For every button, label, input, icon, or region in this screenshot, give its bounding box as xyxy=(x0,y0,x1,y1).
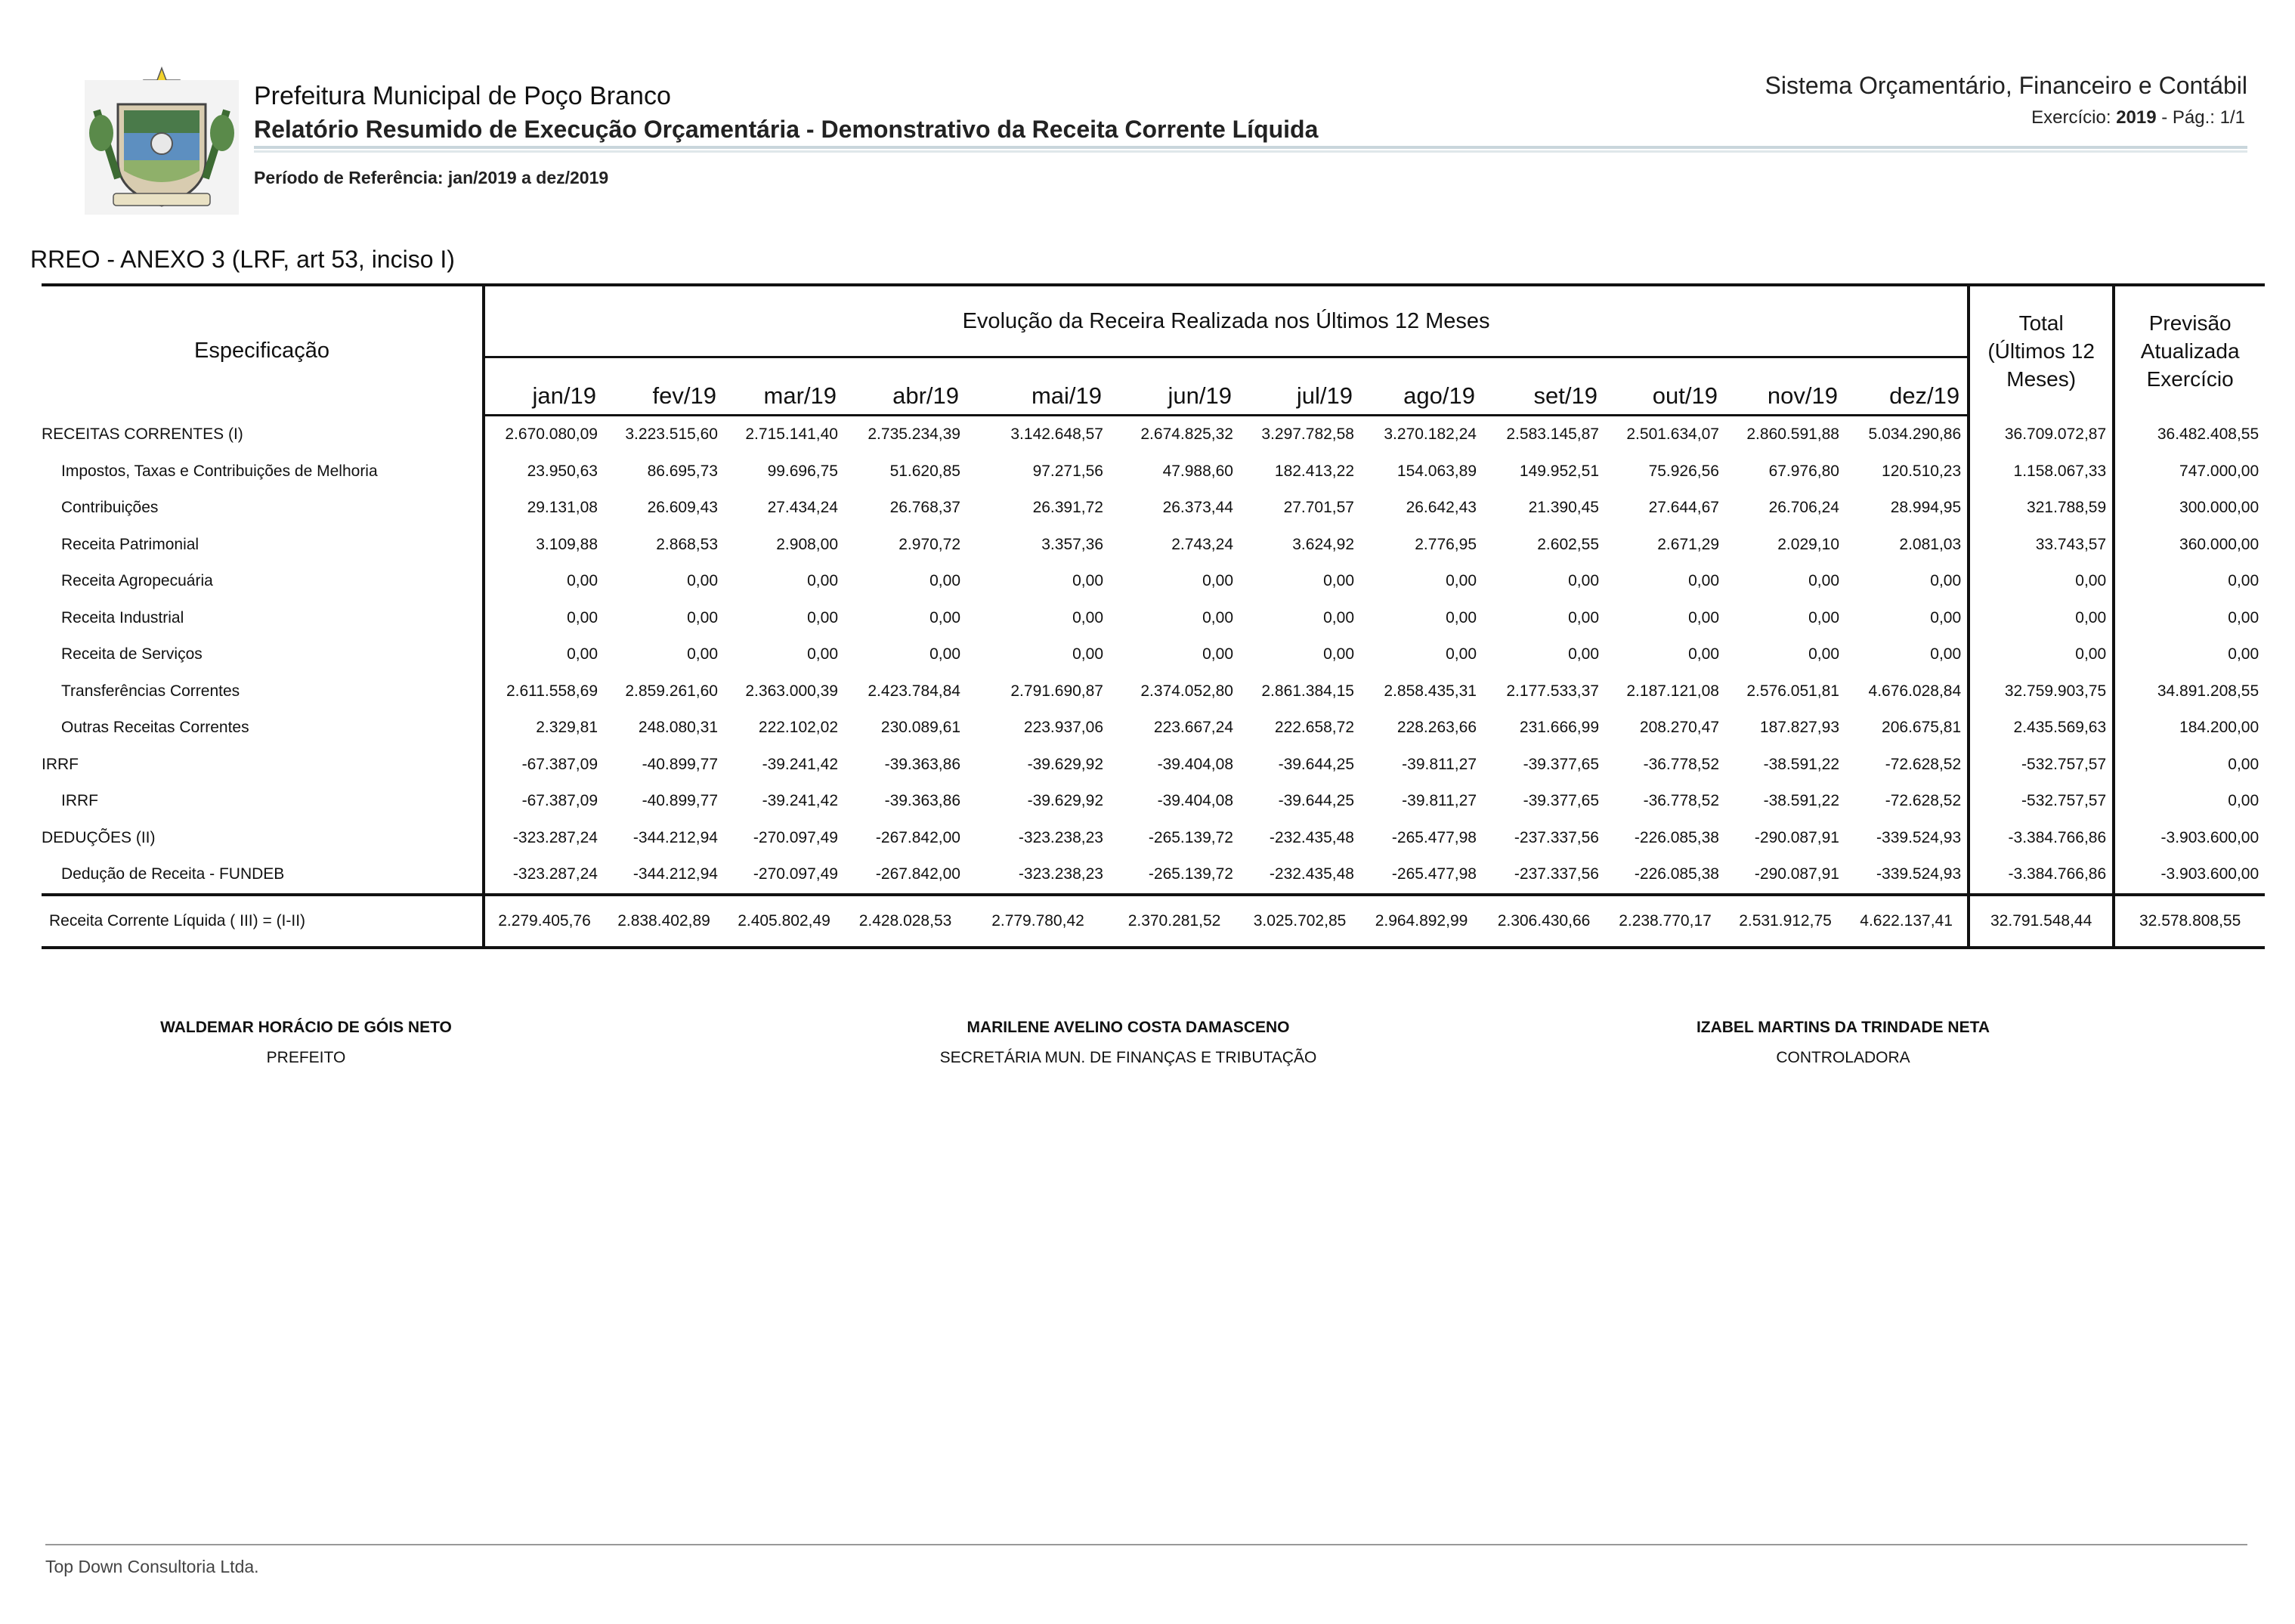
month-value-cell: 75.926,56 xyxy=(1648,462,1719,480)
total-header xyxy=(1969,285,2114,416)
row-label: DEDUÇÕES (II) xyxy=(42,828,156,846)
table-row xyxy=(42,747,2265,784)
month-value-cell: -72.628,52 xyxy=(1885,792,1962,810)
forecast-cell: 0,00 xyxy=(2114,747,2265,784)
month-value-cell: 27.701,57 xyxy=(1283,499,1354,517)
footer-rule xyxy=(45,1544,2247,1545)
month-value-cell: -39.404,08 xyxy=(1157,755,1233,773)
month-value-cell: 149.952,51 xyxy=(1519,462,1599,480)
reference-period: Período de Referência: jan/2019 a dez/2019 xyxy=(254,168,609,187)
month-value-cell: -39.363,86 xyxy=(884,755,960,773)
forecast-cell: 32.578.808,55 xyxy=(2114,895,2265,948)
month-value-cell: 2.306.430,66 xyxy=(1483,895,1605,948)
month-value-cell: 0,00 xyxy=(929,645,960,664)
month-value-cell: 23.950,63 xyxy=(484,453,604,490)
month-value-cell: 2.861.384,15 xyxy=(1261,682,1354,700)
table-row xyxy=(42,490,2265,527)
month-value-cell: -39.644,25 xyxy=(1278,792,1354,810)
total-header-line: Total xyxy=(2018,311,2064,335)
month-value-cell: -39.377,65 xyxy=(1523,755,1599,773)
forecast-cell: 36.482.408,55 xyxy=(2114,416,2265,453)
month-value-cell: -67.387,09 xyxy=(484,783,604,820)
month-value-cell: 2.860.591,88 xyxy=(1746,425,1839,444)
month-value-cell: 2.859.261,60 xyxy=(625,682,718,700)
month-value-cell: 0,00 xyxy=(1568,608,1599,626)
month-value-cell: 154.063,89 xyxy=(1396,462,1477,480)
month-value-cell: -344.212,94 xyxy=(633,865,718,883)
month-value-cell: -36.778,52 xyxy=(1643,755,1719,773)
page-number: - Pág.: 1/1 xyxy=(2161,107,2245,128)
month-header: set/19 xyxy=(1483,357,1605,416)
month-value-cell: 26.706,24 xyxy=(1768,499,1839,517)
month-value-cell: 0,00 xyxy=(929,608,960,626)
table-row xyxy=(42,820,2265,857)
total-cell: -3.384.766,86 xyxy=(1969,820,2114,857)
forecast-cell: 300.000,00 xyxy=(2114,490,2265,527)
forecast-cell: 0,00 xyxy=(2114,600,2265,637)
month-value-cell: 0,00 xyxy=(1072,645,1103,664)
spec-header: Especificação xyxy=(42,285,484,416)
month-value-cell: 2.405.802,49 xyxy=(724,895,844,948)
total-cell: 321.788,59 xyxy=(1969,490,2114,527)
month-value-cell: 223.667,24 xyxy=(1153,719,1233,737)
report-title: Relatório Resumido de Execução Orçamentária - Demonstrativo da Receita Corrente Líquida xyxy=(254,116,1319,143)
month-value-cell: 0,00 xyxy=(1930,572,1962,590)
table-row xyxy=(42,710,2265,747)
row-label: RECEITAS CORRENTES (I) xyxy=(42,425,243,443)
month-value-cell: -237.337,56 xyxy=(1514,865,1599,883)
month-value-cell: 0,00 xyxy=(807,608,838,626)
signature-block-controller xyxy=(1579,1019,2108,1067)
table-row xyxy=(42,856,2265,895)
month-value-cell: 97.271,56 xyxy=(1032,462,1103,480)
month-value-cell: 0,00 xyxy=(1688,572,1719,590)
month-value-cell: -270.097,49 xyxy=(753,828,838,846)
row-label: IRRF xyxy=(61,792,98,810)
month-value-cell: -39.629,92 xyxy=(1027,792,1103,810)
month-value-cell: 248.080,31 xyxy=(638,719,718,737)
table-body xyxy=(42,416,2265,948)
header-rule-secondary xyxy=(254,150,2247,153)
month-value-cell: 2.370.281,52 xyxy=(1109,895,1239,948)
month-value-cell: 2.964.892,99 xyxy=(1360,895,1483,948)
month-value-cell: 2.715.141,40 xyxy=(745,425,838,444)
month-value-cell: 0,00 xyxy=(484,600,604,637)
forecast-cell: 0,00 xyxy=(2114,636,2265,673)
month-value-cell: 0,00 xyxy=(1446,645,1477,664)
month-value-cell: 29.131,08 xyxy=(484,490,604,527)
total-cell: -532.757,57 xyxy=(1969,747,2114,784)
month-value-cell: 3.025.702,85 xyxy=(1239,895,1360,948)
month-value-cell: -39.363,86 xyxy=(884,792,960,810)
month-value-cell: 0,00 xyxy=(1568,572,1599,590)
total-cell: 32.791.548,44 xyxy=(1969,895,2114,948)
month-value-cell: 230.089,61 xyxy=(880,719,960,737)
month-value-cell: 26.391,72 xyxy=(1032,499,1103,517)
month-value-cell: 3.297.782,58 xyxy=(1261,425,1354,444)
month-value-cell: 2.501.634,07 xyxy=(1626,425,1719,444)
month-value-cell: 5.034.290,86 xyxy=(1868,425,1962,444)
month-value-cell: 0,00 xyxy=(807,645,838,664)
month-value-cell: 0,00 xyxy=(929,572,960,590)
month-value-cell: -323.287,24 xyxy=(484,856,604,895)
month-value-cell: -226.085,38 xyxy=(1634,865,1719,883)
month-header: abr/19 xyxy=(844,357,967,416)
month-value-cell: -39.811,27 xyxy=(1402,755,1477,773)
month-value-cell: 2.029,10 xyxy=(1777,535,1839,553)
month-value-cell: 0,00 xyxy=(1808,645,1839,664)
month-value-cell: -67.387,09 xyxy=(484,747,604,784)
forecast-header-line: Exercício xyxy=(2146,367,2234,391)
forecast-cell: -3.903.600,00 xyxy=(2114,856,2265,895)
month-value-cell: -344.212,94 xyxy=(633,828,718,846)
month-value-cell: -265.139,72 xyxy=(1148,865,1233,883)
month-value-cell: -39.404,08 xyxy=(1157,792,1233,810)
forecast-header-line: Atualizada xyxy=(2140,339,2240,363)
month-value-cell: -36.778,52 xyxy=(1643,792,1719,810)
forecast-cell: 747.000,00 xyxy=(2114,453,2265,490)
month-value-cell: 2.187.121,08 xyxy=(1626,682,1719,700)
forecast-cell: -3.903.600,00 xyxy=(2114,820,2265,857)
month-value-cell: -265.139,72 xyxy=(1148,828,1233,846)
month-value-cell: 120.510,23 xyxy=(1882,462,1962,480)
month-value-cell: -265.477,98 xyxy=(1391,828,1477,846)
month-value-cell: 4.622.137,41 xyxy=(1845,895,1969,948)
annex-title: RREO - ANEXO 3 (LRF, art 53, inciso I) xyxy=(30,246,455,273)
month-value-cell: 2.838.402,89 xyxy=(604,895,724,948)
month-value-cell: -39.241,42 xyxy=(762,792,838,810)
month-value-cell: 2.576.051,81 xyxy=(1746,682,1839,700)
month-value-cell: 2.970,72 xyxy=(899,535,960,553)
evolution-header: Evolução da Receira Realizada nos Últimos 12 Meses xyxy=(484,285,1969,357)
month-value-cell: 51.620,85 xyxy=(889,462,960,480)
row-label: Receita Patrimonial xyxy=(61,535,199,553)
total-cell: 2.435.569,63 xyxy=(1969,710,2114,747)
month-value-cell: 3.109,88 xyxy=(484,527,604,564)
month-value-cell: 222.658,72 xyxy=(1274,719,1354,737)
signatory-name: IZABEL MARTINS DA TRINDADE NETA xyxy=(1696,1019,1990,1036)
month-value-cell: 0,00 xyxy=(1808,608,1839,626)
month-value-cell: -39.629,92 xyxy=(1027,755,1103,773)
total-cell: 0,00 xyxy=(1969,600,2114,637)
month-value-cell: 0,00 xyxy=(1930,645,1962,664)
month-value-cell: 0,00 xyxy=(1808,572,1839,590)
month-header: mai/19 xyxy=(967,357,1109,416)
month-value-cell: -38.591,22 xyxy=(1763,755,1839,773)
month-value-cell: 0,00 xyxy=(1323,572,1354,590)
month-value-cell: -38.591,22 xyxy=(1763,792,1839,810)
signatory-name: MARILENE AVELINO COSTA DAMASCENO xyxy=(967,1019,1290,1036)
forecast-cell: 0,00 xyxy=(2114,783,2265,820)
table-row xyxy=(42,563,2265,600)
month-value-cell: -39.644,25 xyxy=(1278,755,1354,773)
total-row xyxy=(42,895,2265,948)
total-cell: 33.743,57 xyxy=(1969,527,2114,564)
month-value-cell: -265.477,98 xyxy=(1391,865,1477,883)
month-value-cell: 2.329,81 xyxy=(484,710,604,747)
signatory-name: WALDEMAR HORÁCIO DE GÓIS NETO xyxy=(160,1019,452,1036)
month-value-cell: -339.524,93 xyxy=(1876,828,1962,846)
month-value-cell: 0,00 xyxy=(687,645,718,664)
exercise-year: 2019 xyxy=(2116,107,2157,128)
month-value-cell: 231.666,99 xyxy=(1519,719,1599,737)
month-value-cell: -290.087,91 xyxy=(1754,828,1839,846)
month-value-cell: -232.435,48 xyxy=(1269,828,1354,846)
month-value-cell: 2.177.533,37 xyxy=(1506,682,1599,700)
month-value-cell: -237.337,56 xyxy=(1514,828,1599,846)
month-value-cell: 2.081,03 xyxy=(1899,535,1962,553)
month-header: fev/19 xyxy=(604,357,724,416)
month-value-cell: -226.085,38 xyxy=(1634,828,1719,846)
month-value-cell: 0,00 xyxy=(484,563,604,600)
table-row xyxy=(42,636,2265,673)
signature-block-mayor xyxy=(42,1019,571,1067)
organization-name: Prefeitura Municipal de Poço Branco xyxy=(254,82,671,110)
row-label: IRRF xyxy=(42,755,79,773)
total-cell: 0,00 xyxy=(1969,563,2114,600)
month-value-cell: -339.524,93 xyxy=(1876,865,1962,883)
month-value-cell: 0,00 xyxy=(1202,572,1233,590)
month-value-cell: -290.087,91 xyxy=(1754,865,1839,883)
month-value-cell: -323.238,23 xyxy=(1018,865,1103,883)
forecast-cell: 184.200,00 xyxy=(2114,710,2265,747)
month-value-cell: 208.270,47 xyxy=(1639,719,1719,737)
table-row xyxy=(42,600,2265,637)
row-label: Impostos, Taxas e Contribuições de Melhoria xyxy=(61,462,378,480)
month-value-cell: 0,00 xyxy=(1930,608,1962,626)
row-label: Receita Corrente Líquida ( III) = (I-II) xyxy=(42,895,484,948)
month-value-cell: -40.899,77 xyxy=(642,755,718,773)
month-header: out/19 xyxy=(1605,357,1725,416)
month-value-cell: 2.611.558,69 xyxy=(484,673,604,710)
month-header: jan/19 xyxy=(484,357,604,416)
month-value-cell: -232.435,48 xyxy=(1269,865,1354,883)
month-value-cell: 206.675,81 xyxy=(1882,719,1962,737)
month-value-cell: 2.531.912,75 xyxy=(1725,895,1845,948)
row-label: Dedução de Receita - FUNDEB xyxy=(61,865,285,883)
month-value-cell: 2.374.052,80 xyxy=(1140,682,1233,700)
exercise-label: Exercício: xyxy=(2031,107,2111,128)
month-value-cell: -72.628,52 xyxy=(1885,755,1962,773)
month-value-cell: 2.858.435,31 xyxy=(1384,682,1477,700)
month-value-cell: 2.238.770,17 xyxy=(1605,895,1725,948)
signatory-role: PREFEITO xyxy=(266,1049,346,1066)
month-value-cell: 0,00 xyxy=(687,608,718,626)
month-value-cell: 2.868,53 xyxy=(656,535,718,553)
month-value-cell: 0,00 xyxy=(1568,645,1599,664)
total-cell: 36.709.072,87 xyxy=(1969,416,2114,453)
footer-text: Top Down Consultoria Ltda. xyxy=(45,1557,259,1576)
month-value-cell: 4.676.028,84 xyxy=(1868,682,1962,700)
table-row xyxy=(42,783,2265,820)
system-name: Sistema Orçamentário, Financeiro e Contábil xyxy=(1765,72,2247,99)
row-label: Receita Agropecuária xyxy=(61,572,213,590)
total-cell: 1.158.067,33 xyxy=(1969,453,2114,490)
table-row xyxy=(42,673,2265,710)
month-value-cell: 0,00 xyxy=(1446,608,1477,626)
month-value-cell: 26.609,43 xyxy=(647,499,718,517)
month-value-cell: 2.735.234,39 xyxy=(868,425,960,444)
month-value-cell: 2.779.780,42 xyxy=(967,895,1109,948)
month-value-cell: 0,00 xyxy=(1202,645,1233,664)
table-row xyxy=(42,527,2265,564)
month-value-cell: 3.357,36 xyxy=(1041,535,1103,553)
month-value-cell: -40.899,77 xyxy=(642,792,718,810)
month-value-cell: -39.241,42 xyxy=(762,755,838,773)
month-value-cell: -323.238,23 xyxy=(1018,828,1103,846)
total-header-line: (Últimos 12 xyxy=(1987,339,2095,363)
month-value-cell: 2.791.690,87 xyxy=(1010,682,1103,700)
month-value-cell: 0,00 xyxy=(484,636,604,673)
month-value-cell: 26.373,44 xyxy=(1162,499,1233,517)
month-value-cell: 187.827,93 xyxy=(1759,719,1839,737)
total-cell: -3.384.766,86 xyxy=(1969,856,2114,895)
signature-block-finance-secretary xyxy=(864,1019,1393,1067)
month-header: dez/19 xyxy=(1845,357,1969,416)
month-value-cell: -267.842,00 xyxy=(875,828,960,846)
month-value-cell: 86.695,73 xyxy=(647,462,718,480)
month-value-cell: 27.434,24 xyxy=(767,499,838,517)
row-label: Receita Industrial xyxy=(61,608,184,626)
total-cell: 0,00 xyxy=(1969,636,2114,673)
table-row xyxy=(42,416,2265,453)
month-value-cell: 0,00 xyxy=(1072,608,1103,626)
month-value-cell: 21.390,45 xyxy=(1528,499,1599,517)
month-value-cell: 228.263,66 xyxy=(1396,719,1477,737)
forecast-cell: 34.891.208,55 xyxy=(2114,673,2265,710)
forecast-header xyxy=(2114,285,2265,416)
row-label: Contribuições xyxy=(61,499,159,517)
month-value-cell: 2.671,29 xyxy=(1657,535,1719,553)
month-value-cell: 2.743,24 xyxy=(1171,535,1233,553)
month-value-cell: 222.102,02 xyxy=(758,719,838,737)
exercise-info xyxy=(2031,107,2245,128)
month-value-cell: 0,00 xyxy=(1688,645,1719,664)
month-value-cell: 2.423.784,84 xyxy=(868,682,960,700)
month-value-cell: 0,00 xyxy=(1446,572,1477,590)
month-header: mar/19 xyxy=(724,357,844,416)
month-value-cell: -39.377,65 xyxy=(1523,792,1599,810)
month-value-cell: 47.988,60 xyxy=(1162,462,1233,480)
revenue-table xyxy=(42,283,2265,949)
month-value-cell: 0,00 xyxy=(807,572,838,590)
total-cell: -532.757,57 xyxy=(1969,783,2114,820)
row-label: Transferências Correntes xyxy=(61,682,240,700)
month-value-cell: 26.768,37 xyxy=(889,499,960,517)
month-value-cell: 0,00 xyxy=(687,572,718,590)
month-value-cell: 27.644,67 xyxy=(1648,499,1719,517)
header-rule xyxy=(254,146,2247,149)
month-value-cell: 2.908,00 xyxy=(776,535,838,553)
total-cell: 32.759.903,75 xyxy=(1969,673,2114,710)
municipal-crest-logo xyxy=(79,65,245,216)
forecast-cell: 0,00 xyxy=(2114,563,2265,600)
month-value-cell: 2.670.080,09 xyxy=(484,416,604,453)
month-value-cell: -323.287,24 xyxy=(484,820,604,857)
signatory-role: CONTROLADORA xyxy=(1776,1049,1910,1066)
month-header: jul/19 xyxy=(1239,357,1360,416)
month-value-cell: 0,00 xyxy=(1688,608,1719,626)
month-value-cell: 2.279.405,76 xyxy=(484,895,604,948)
month-value-cell: 3.223.515,60 xyxy=(625,425,718,444)
month-value-cell: 2.776,95 xyxy=(1415,535,1477,553)
month-value-cell: 2.602,55 xyxy=(1537,535,1599,553)
forecast-header-line: Previsão xyxy=(2148,311,2232,335)
signatory-role: SECRETÁRIA MUN. DE FINANÇAS E TRIBUTAÇÃO xyxy=(939,1049,1317,1066)
month-value-cell: 182.413,22 xyxy=(1274,462,1354,480)
month-value-cell: 67.976,80 xyxy=(1768,462,1839,480)
month-value-cell: 223.937,06 xyxy=(1023,719,1103,737)
month-value-cell: 26.642,43 xyxy=(1406,499,1477,517)
month-value-cell: -270.097,49 xyxy=(753,865,838,883)
month-value-cell: 28.994,95 xyxy=(1890,499,1962,517)
month-value-cell: 3.270.182,24 xyxy=(1384,425,1477,444)
total-header-line: Meses) xyxy=(2006,367,2077,391)
month-value-cell: 2.428.028,53 xyxy=(844,895,967,948)
month-value-cell: 2.583.145,87 xyxy=(1506,425,1599,444)
month-value-cell: 2.674.825,32 xyxy=(1140,425,1233,444)
row-label: Outras Receitas Correntes xyxy=(61,719,249,737)
month-header: nov/19 xyxy=(1725,357,1845,416)
month-value-cell: 3.624,92 xyxy=(1292,535,1354,553)
month-value-cell: 2.363.000,39 xyxy=(745,682,838,700)
month-value-cell: -39.811,27 xyxy=(1402,792,1477,810)
month-header: ago/19 xyxy=(1360,357,1483,416)
table-row xyxy=(42,453,2265,490)
month-value-cell: 3.142.648,57 xyxy=(1010,425,1103,444)
month-value-cell: 0,00 xyxy=(1323,645,1354,664)
month-value-cell: 0,00 xyxy=(1323,608,1354,626)
forecast-cell: 360.000,00 xyxy=(2114,527,2265,564)
month-value-cell: 0,00 xyxy=(1202,608,1233,626)
month-value-cell: 0,00 xyxy=(1072,572,1103,590)
row-label: Receita de Serviços xyxy=(61,645,203,664)
month-value-cell: 99.696,75 xyxy=(767,462,838,480)
month-value-cell: -267.842,00 xyxy=(875,865,960,883)
month-header: jun/19 xyxy=(1109,357,1239,416)
